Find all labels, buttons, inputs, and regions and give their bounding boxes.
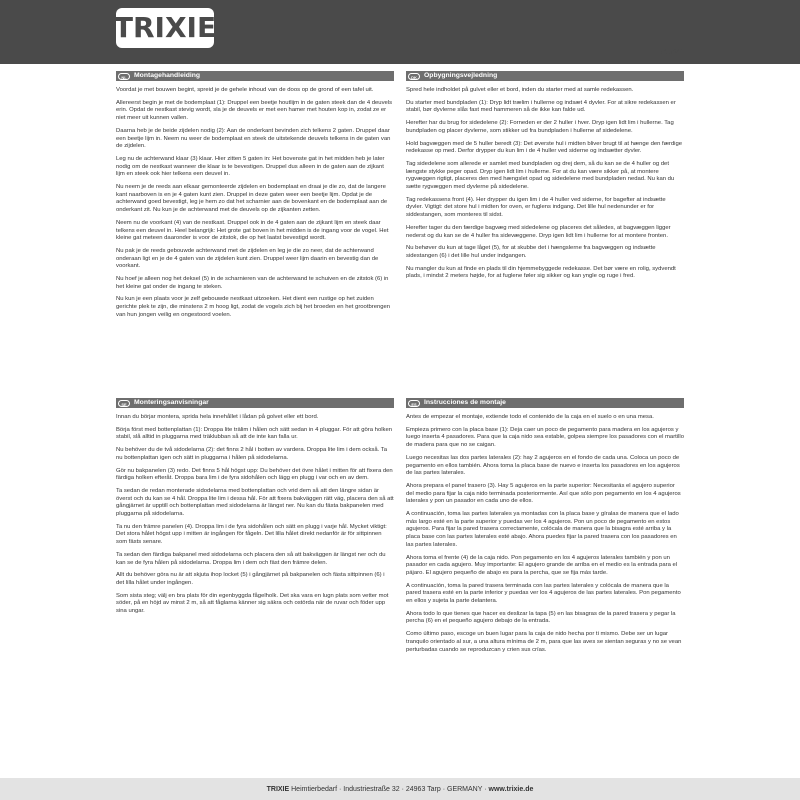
trixie-logo bbox=[113, 8, 217, 48]
section-nl bbox=[116, 71, 394, 320]
section-body bbox=[406, 87, 684, 281]
paragraph: Allt du behöver göra nu är att skjuta ihop locket (5) i gångjärnet på bakpanelen och fästa sittpinnen (6) i det lilla hålet under ingången. bbox=[116, 572, 385, 586]
paragraph: Nu hoef je alleen nog het deksel (5) in de scharnieren van de achterwand te schuiven en de zitstok (6) in het kleine gat onder de ingang te steken. bbox=[116, 276, 389, 290]
paragraph: Du starter med bundpladen (1): Dryp lidt trælim i hullerne og indsæt 4 dyvler. For at sikre redekassen er stabil, bør dyvlerne slås fast med hammeren så de ikke kan falde ud. bbox=[406, 99, 676, 114]
paragraph: Nu pak je de reeds gebouwde achterwand met de zijdelen en leg je die zo neer, dat de achterwand onderaan ligt en je de 4 gaten van de zijdelen kunt zien. Druppel weer lijm daarin en bevestig dan de voorkant. bbox=[116, 247, 379, 270]
paragraph: Ta sedan de redan monterade sidodelarna med bottenplattan och vrid dem så att den längre sidan är överst och du kan se 4 hål. Droppa lite lim i dessa hål. För att fixera bakväggen rätt väg, placera den så att gångjärnet är upptill och bottenplattan med sidodelarna är längst ner. Nu kan du fästa bakpanelen med pluggarna på sidodelarna. bbox=[116, 487, 394, 518]
language-badge: DK bbox=[408, 73, 420, 80]
paragraph: Nu neem je de reeds aan elkaar gemonteerde zijdelen en bodemplaat en draai je die zo, dat de langere kant naarboven is en je 4 gaten kunt zien. Druppel in deze gaten weer een beetje lijm. Opdat je de achterwand goed bevestigt, leg je hem zo dat het scharnier aan de bovenkant en de bodemplaat aan de onderkant zit. Nu kun je de achterwand met de deuvels op de zijkanten zetten. bbox=[116, 184, 388, 214]
section-heading bbox=[406, 71, 684, 81]
paragraph: Como último paso, escoge un buen lugar para la caja de nido hecha por ti mismo. Debe ser un lugar tranquilo orientado al sur, a una altura mínima de 2 m, para que las aves se sientan seguras y no se vean perturbadas cuando se reproduzcan y crien sus crías. bbox=[406, 631, 682, 653]
footer-address: Heimtierbedarf · Industriestraße 32 · 24963 Tarp · GERMANY · bbox=[289, 785, 489, 793]
language-badge: NL bbox=[118, 73, 130, 80]
language-badge: SE bbox=[118, 400, 130, 407]
paragraph: Herefter har du brug for sidedelene (2): Forneden er der 2 huller i hver. Dryp igen lidt lim i hullerne. Tag bundpladen og placer dyvlerne, som stikker ud fra bundpladen i hullerne af sidedelene. bbox=[406, 120, 674, 134]
paragraph: Börja först med bottenplattan (1): Droppa lite trälim i hålen och sätt sedan in 4 pluggar. För att göra holken stabil, slå alltid in pluggarna med träklubban så att de inte kan falla ur. bbox=[116, 426, 393, 441]
paragraph: Tag sidedelene som allerede er samlet med bundpladen og drej dem, så du kan se de 4 huller og det længste stykke peger opad. Dryp igen lidt lim i hullerne. For at du kan være sikker på, at montere rygvæggen rigtigt, placeres den med hængslet opad og sidedelene med bundpladen nedad. Nu kan du sætte rygvæggen med dyvlerne på sidedelene. bbox=[406, 160, 675, 191]
paragraph: Allereerst begin je met de bodemplaat (1): Druppel een beetje houtlijm in de gaten steek dan de 4 deuvels erin. Opdat de nestkast stevig wordt, sla je de deuvels er met een hamer met houten kop in, zodat ze er niet meer uit kunnen vallen. bbox=[116, 99, 393, 122]
section-title: Instrucciones de montaje bbox=[424, 399, 506, 406]
section-da bbox=[406, 71, 684, 281]
footer-text bbox=[267, 786, 534, 793]
paragraph: Nu behöver du de två sidodelarna (2): det finns 2 hål i botten av vardera. Droppa lite lim i dem också. Ta nu bottenplattan igen och sätt in pluggarna i hålen på sidodelarna. bbox=[116, 447, 388, 461]
paragraph: Voordat je met bouwen begint, spreid je de gehele inhoud van de doos op de grond of een tafel uit. bbox=[116, 87, 374, 93]
section-body bbox=[406, 414, 684, 654]
article-number: #55641 bbox=[660, 49, 684, 56]
paragraph: Ta sedan den färdiga bakpanel med sidodelarna och placera den så att bakväggen är längst ner och du kan se de fyra hålen på sidodelarna. Droppa lim i dem och fäst den främre delen. bbox=[116, 551, 386, 566]
section-body bbox=[116, 87, 394, 320]
paragraph: A continuación, toma las partes laterales ya montadas con la placa base y gíralas de manera que el lado más largo esté en la parte superior y puedas ver los 4 agujeros. Pon un poco de pegamento en estos agujeros. Para fijar la pared trasera correctamente, colócala de manera que la bisagra esté arriba y la placa base con las partes laterales esté abajo. Ahora puedes fijar la pared trasera con los pasadores en las partes laterales. bbox=[406, 511, 679, 548]
paragraph: Som sista steg; välj en bra plats för din egenbyggda fågelholk. Det ska vara en lugn plats som vetter mot söder, på en höjd av minst 2 m, så att fåglarna känner sig säkra och ostörda när de ruvar och föder upp sina ungar. bbox=[116, 592, 389, 615]
paragraph: Leg nu de achterwand klaar (3) klaar. Hier zitten 5 gaten in: Het bovenste gat in het midden heb je later nodig om de nestkast wanneer die klaar is te bevestigen. Druppel dus alleen in de gaten aan de zijkant lijm en steek ook hier telkens een deuvel in. bbox=[116, 155, 385, 178]
paragraph: Neem nu de voorkant (4) van de nestkast. Druppel ook in de 4 gaten aan de zijkant lijm en steek daar telkens een deuvel in. Heel belangrijk: Het grote gat boven in het midden is de ingang voor de vogel. Het kleine gat meteen daaronder is voor de zitstok, die op het laatst bevestigd wordt. bbox=[116, 219, 389, 242]
language-badge: ES bbox=[408, 400, 420, 407]
section-title: Monteringsanvisningar bbox=[134, 399, 209, 406]
footer-url[interactable]: www.trixie.de bbox=[488, 785, 534, 793]
section-heading bbox=[116, 398, 394, 408]
section-heading bbox=[406, 398, 684, 408]
paragraph: Ta nu den främre panelen (4). Droppa lim i de fyra sidohålen och sätt en plugg i varje hål. Mycket viktigt: Det stora hålet högst upp i mitten är ingången för fågeln. Det lilla hålet direkt nedanför är för sittpinnen som fästs senare. bbox=[116, 523, 387, 546]
paragraph: Gör nu bakpanelen (3) redo. Det finns 5 hål högst upp: Du behöver det övre hålet i mitten för att fixera den färdiga holken efteråt. Droppa bara lim i de fyra sidohålen och lägg en plugg i var och en av dem. bbox=[116, 467, 393, 482]
section-es bbox=[406, 398, 684, 654]
paragraph: Ahora toma el frente (4) de la caja nido. Pon pegamento en los 4 agujeros laterales también y pon un pasador en cada agujero. Muy importante: El agujero grande de arriba en el medio es la entrada para el pájaro. El agujero pequeño de abajo es para la percha, que se fija más tarde. bbox=[406, 554, 678, 576]
section-heading bbox=[116, 71, 394, 81]
paragraph: A continuación, toma la pared trasera terminada con las partes laterales y colócala de manera que la pared trasera esté en la parte inferior y puedas ver los 4 agujeros de las partes laterales. Pon pegamento en ellos y sujeta la parte delantera. bbox=[406, 582, 681, 605]
section-sv bbox=[116, 398, 394, 616]
paragraph: Ahora todo lo que tienes que hacer es deslizar la tapa (5) en las bisagras de la pared trasera y pegar la percha (6) en el pequeño agujero debajo de la entrada. bbox=[406, 610, 676, 625]
paragraph: Nu behøver du kun at tage låget (5), for at skubbe det i hængslerne fra bagvæggen og indsætte sidestangen (6) i det lille hul under indgangen. bbox=[406, 245, 656, 259]
paragraph: Spred hele indholdet på gulvet eller et bord, inden du starter med at samle redekassen. bbox=[406, 87, 634, 93]
section-title: Montagehandleiding bbox=[134, 72, 201, 79]
paragraph: Nu mangler du kun at finde en plads til din hjemmebyggede redekasse. Det bør være en rolig, sydvendt plads, i mindst 2 meters højde, for at fuglene føler sig sikker og kan yngle og ruge i fred. bbox=[406, 265, 676, 280]
paragraph: Hold bagvæggen med de 5 huller beredt (3): Det øverste hul i midten bliver brugt til at hænge den færdige redekasse op med. Derfor drypper du kun lim i de 4 huller ved siderne og indsætter dyvler. bbox=[406, 140, 683, 155]
paragraph: Empieza primero con la placa base (1): Deja caer un poco de pegamento para madera en los agujeros y luego inserta 4 pasadores. Para que la caja nido sea estable, golpea siempre los pasadores con el martillo de madera para que no se caigan. bbox=[406, 426, 685, 449]
page-footer bbox=[0, 778, 800, 800]
paragraph: Nu kun je een plaats voor je zelf gebouwde nestkast uitzoeken. Het dient een rustige op het zuiden gerichte plek te zijn, die minstens 2 m hoog ligt, zodat de vogels zich bij het broeden en het grootbrengen van hun jongen veilig en ongestoord voelen. bbox=[116, 296, 391, 318]
paragraph: Innan du börjar montera, sprida hela innehållet i lådan på golvet eller ett bord. bbox=[116, 414, 319, 420]
paragraph: Luego necesitas las dos partes laterales (2): hay 2 agujeros en el fondo de cada una. Coloca un poco de pegamento en ellos también. Ahora toma la placa base de nuevo e inserta los pasadores en los agujeros de las partes laterales. bbox=[406, 454, 680, 477]
paragraph: Tag redekassens front (4). Her drypper du igen lim i de 4 huller ved siderne, for bagefter at indsætte dyvler. Vigtigt: det store hul i midten for oven, er fuglens indgang. Det lille hul nedenunder er for siddestangen, som monteres til sidst. bbox=[406, 196, 666, 219]
paragraph: Ahora prepara el panel trasero (3). Hay 5 agujeros en la parte superior: Necesitarás el agujero superior del medio para fijar la caja nido terminada posteriormente. Así que sólo pon pegamento en los 4 agujeros laterales y pon un pasador en cada uno de ellos. bbox=[406, 482, 681, 505]
logo-text: TRIXIE bbox=[113, 11, 217, 44]
paragraph: Daarna heb je de beide zijdelen nodig (2): Aan de onderkant bevinden zich telkens 2 gaten. Druppel daar een beetje lijm in. Neem nu weer de bodemplaat en steek de uitstekende deuvels telkens in de gaten van de zijdelen. bbox=[116, 127, 391, 150]
footer-company: TRIXIE bbox=[266, 785, 290, 793]
paragraph: Antes de empezar el montaje, extiende todo el contenido de la caja en el suelo o en una mesa. bbox=[406, 414, 654, 420]
section-body bbox=[116, 414, 394, 616]
section-title: Opbygningsvejledning bbox=[424, 72, 498, 79]
paragraph: Herefter tager du den færdige bagvæg med sidedelene og placeres det således, at bagvæggen ligger nederst og du kan se de 4 huller fra sidevæggene. Dryp igen lidt lim i hullerne for at montere fronten. bbox=[406, 224, 671, 239]
